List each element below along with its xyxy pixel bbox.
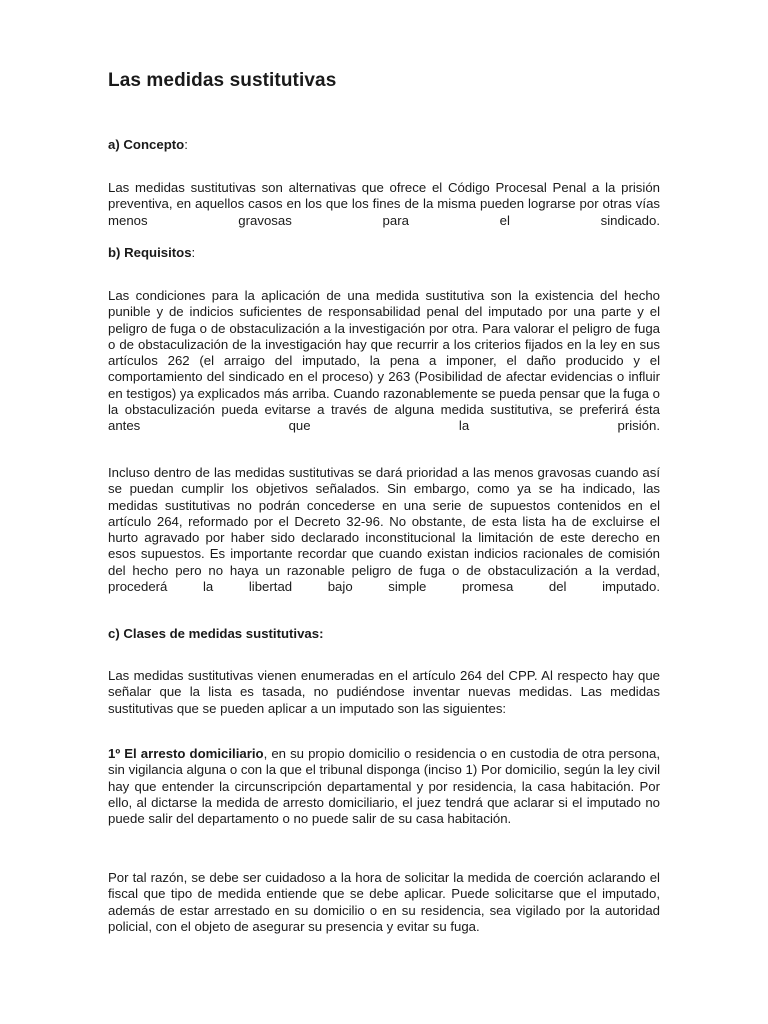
section-heading-clases — [108, 626, 323, 642]
section-heading-suffix: : — [191, 245, 196, 260]
list-item-arresto-domiciliario — [108, 746, 660, 827]
section-heading-suffix: : — [184, 137, 188, 152]
document-title: Las medidas sustitutivas — [108, 70, 337, 91]
clases-intro-paragraph: Las medidas sustitutivas vienen enumeradas en el artículo 264 del CPP. Al respecto hay que señalar que la lista es tasada, no pudiéndose inventar nuevas medidas. Las medidas sustitutivas que se pueden aplicar a un imputado son las siguientes: — [108, 668, 660, 716]
concepto-paragraph: Las medidas sustitutivas son alternativas que ofrece el Código Procesal Penal a la prisión preventiva, en aquellos casos en los que los fines de la misma pueden lograrse por otras vías menos gravosas para el sindicado. — [108, 180, 660, 228]
closing-paragraph: Por tal razón, se debe ser cuidadoso a la hora de solicitar la medida de coerción aclarando el fiscal que tipo de medida entiende que se debe aplicar. Puede solicitarse que el imputado, además de estar arrestado en su domicilio o en su residencia, sea vigilado por la autoridad policial, con el objeto de asegurar su presencia y evitar su fuga. — [108, 870, 660, 934]
requisitos-paragraph-2: Incluso dentro de las medidas sustitutivas se dará prioridad a las menos gravosas cuando así se puedan cumplir los objetivos señalados. Sin embargo, como ya se ha indicado, las medidas sustitutivas no podrán concederse en una serie de supuestos contenidos en el artículo 264, reformado por el Decreto 32-96. No obstante, de esta lista ha de excluirse el hurto agravado por haber sido declarado inconstitucional la limitación de este derecho en esos supuestos. Es importante recordar que cuando existan indicios racionales de comisión del hecho pero no haya un razonable peligro de fuga o de obstaculización a la verdad, procederá la libertad bajo simple promesa del imputado. — [108, 465, 660, 595]
section-heading-requisitos — [108, 245, 195, 261]
section-heading-concepto — [108, 137, 188, 153]
list-item-text: , en su propio domicilio o residencia o en custodia de otra persona, sin vigilancia alguna o con la que el tribunal disponga (inciso 1) Por domicilio, según la ley civil hay que entender la circunscripción departamental y por residencia, la casa habitación. Por ello, al dictarse la medida de arresto domiciliario, el juez tendrá que aclarar si el imputado no puede salir del departamento o no puede salir de su casa habitación. — [108, 746, 660, 827]
requisitos-paragraph-1: Las condiciones para la aplicación de una medida sustitutiva son la existencia del hecho punible y de indicios suficientes de responsabilidad penal del imputado por una parte y el peligro de fuga o de obstaculización a la investigación por otra. Para valorar el peligro de fuga o de obstaculización de la investigación hay que recurrir a los criterios fijados en la ley en sus artículos 262 (el arraigo del imputado, la pena a imponer, el daño producido y el comportamiento del sindicado en el proceso) y 263 (Posibilidad de afectar evidencias o influir en testigos) ya explicados más arriba. Cuando razonablemente se pueda pensar que la fuga o la obstaculización pueda evitarse a través de alguna medida sustitutiva, se preferirá ésta antes que la prisión. — [108, 288, 660, 434]
section-heading-text: b) Requisitos — [108, 245, 192, 260]
section-heading-text: c) Clases de medidas sustitutivas: — [108, 626, 324, 641]
list-item-lead: 1º El arresto domiciliario — [108, 746, 264, 761]
section-heading-text: a) Concepto — [108, 137, 185, 152]
